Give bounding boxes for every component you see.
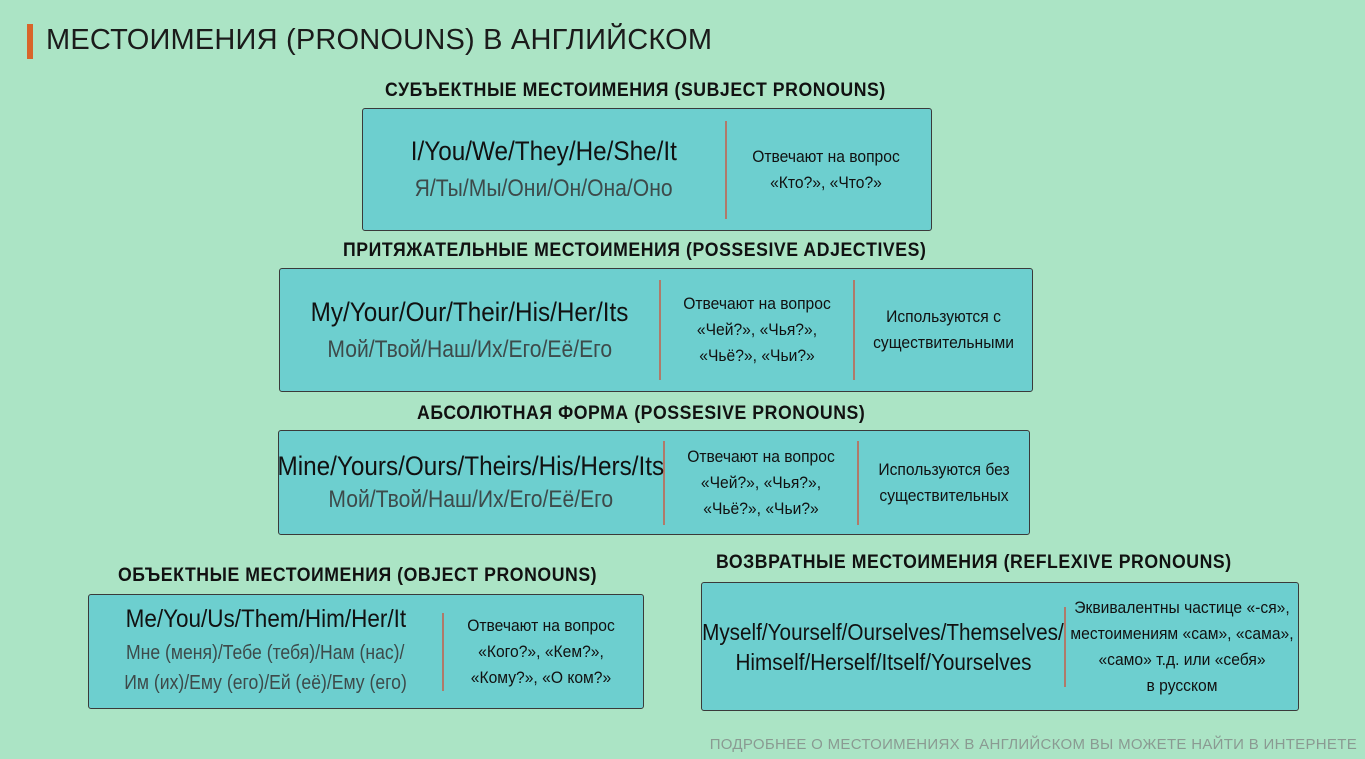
- divider: [442, 613, 444, 691]
- reflexive-heading: ВОЗВРАТНЫЕ МЕСТОИМЕНИЯ (REFLEXIVE PRONOUNS): [716, 552, 1232, 573]
- object-words: [89, 595, 442, 708]
- reflexive-note: Эквивалентны частице «-ся», местоимениям «сам», «сама», «само» т.д. или «себя» в русском: [1070, 597, 1294, 695]
- subject-question: Отвечают на вопрос «Кто?», «Что?»: [752, 146, 900, 192]
- possessive-pronouns-english: Mine/Yours/Ours/Theirs/His/Hers/Its: [277, 451, 665, 481]
- object-question: Отвечают на вопрос «Кого?», «Кем?», «Кому?», «О ком?»: [467, 615, 615, 687]
- page-title: МЕСТОИМЕНИЯ (PRONOUNS) В АНГЛИЙСКОМ: [46, 24, 713, 56]
- divider: [725, 121, 727, 219]
- reflexive-words: [702, 583, 1064, 710]
- footer-note: ПОДРОБНЕЕ О МЕСТОИМЕНИЯХ В АНГЛИЙСКОМ ВЫ МОЖЕТЕ НАЙТИ В ИНТЕРНЕТЕ: [709, 736, 1357, 753]
- object-english: Me/You/Us/Them/Him/Her/It: [125, 605, 406, 633]
- reflexive-box: [701, 582, 1299, 711]
- possessive-pronouns-usage: Используются без существительных: [878, 459, 1010, 505]
- divider: [659, 280, 661, 380]
- possessive-adjectives-english: My/Your/Our/Their/His/Her/Its: [310, 296, 629, 327]
- possessive-pronouns-box: [278, 430, 1030, 535]
- possessive-adjectives-usage: Используются с существительными: [873, 307, 1014, 352]
- possessive-adjectives-question: Отвечают на вопрос «Чей?», «Чья?», «Чьё?», «Чьи?»: [683, 294, 831, 365]
- reflexive-english-line-2: Himself/Herself/Itself/Yourselves: [734, 648, 1032, 675]
- possessive-adjectives-words: [280, 269, 659, 391]
- possessive-pronouns-words: [279, 431, 663, 534]
- subject-words: [363, 109, 725, 230]
- possessive-adjectives-heading: ПРИТЯЖАТЕЛЬНЫЕ МЕСТОИМЕНИЯ (POSSESIVE ADJECTIVES): [343, 240, 927, 261]
- possessive-pronouns-heading: АБСОЛЮТНАЯ ФОРМА (POSSESIVE PRONOUNS): [417, 403, 866, 424]
- divider: [857, 441, 859, 525]
- object-russian-line-1: Мне (меня)/Тебе (тебя)/Нам (нас)/: [126, 642, 405, 664]
- object-box: [88, 594, 644, 709]
- object-russian-line-2: Им (их)/Ему (его)/Ей (её)/Ему (его): [124, 672, 407, 694]
- possessive-adjectives-russian: Мой/Твой/Наш/Их/Его/Её/Его: [327, 335, 612, 363]
- subject-english: I/You/We/They/He/She/It: [410, 136, 678, 166]
- subject-heading: СУБЪЕКТНЫЕ МЕСТОИМЕНИЯ (SUBJECT PRONOUNS): [385, 80, 886, 101]
- divider: [1064, 607, 1066, 687]
- reflexive-english-line-1: Myself/Yourself/Ourselves/Themselves/: [702, 618, 1064, 645]
- title-accent-bar: [27, 24, 33, 59]
- object-heading: ОБЪЕКТНЫЕ МЕСТОИМЕНИЯ (OBJECT PRONOUNS): [118, 565, 598, 586]
- possessive-pronouns-russian: Мой/Твой/Наш/Их/Его/Её/Его: [328, 486, 614, 513]
- subject-box: [362, 108, 932, 231]
- subject-russian: Я/Ты/Мы/Они/Он/Она/Оно: [414, 175, 674, 202]
- possessive-adjectives-box: [279, 268, 1033, 392]
- divider: [853, 280, 855, 380]
- possessive-pronouns-question: Отвечают на вопрос «Чей?», «Чья?», «Чьё?», «Чьи?»: [687, 446, 835, 518]
